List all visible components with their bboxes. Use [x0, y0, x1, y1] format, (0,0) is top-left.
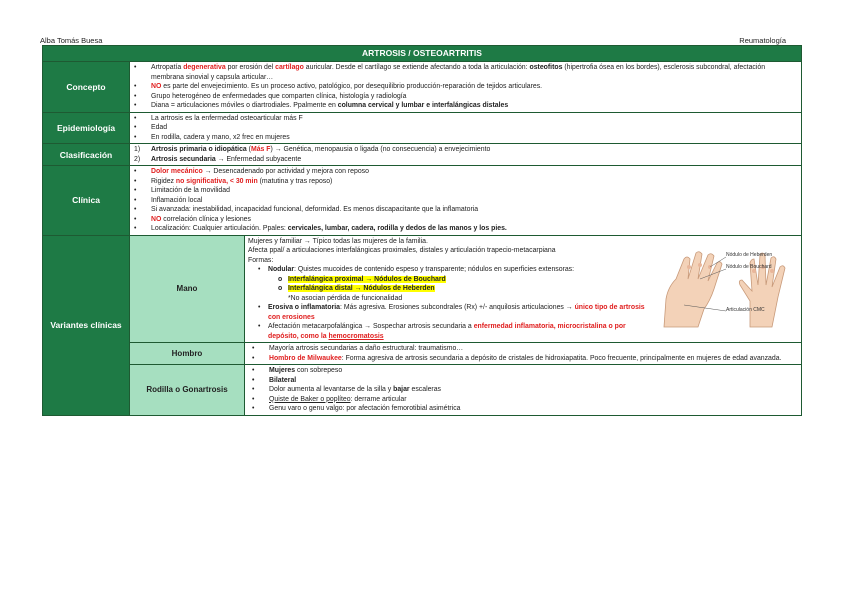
row-content-concepto [130, 62, 801, 112]
subrow-hombro [130, 343, 801, 365]
hand-icon [654, 249, 792, 329]
list-item: • Hombro de Milwaukee: Forma agresiva de artrosis secundaria a depósito de cristales de hidroxiapatita. Poco frecuente, principalmente en mujeres de edad avanzada. [248, 354, 798, 364]
mano-note: *No asocian pérdida de funcionalidad [288, 294, 403, 302]
label-heberden: Nódulo de Heberden [726, 251, 773, 258]
row-epidemiologia [43, 113, 801, 145]
list-item: • Dolor aumenta al levantarse de la silla y bajar escaleras [248, 385, 798, 395]
list-item: • Inflamación local [130, 196, 798, 206]
list-item: • Diana = articulaciones móviles o diartrodiales. Ppalmente en columna cervical y lumbar e interfalángicas distales [130, 101, 798, 111]
mano-line: Formas: [248, 256, 274, 264]
subrow-label-hombro: Hombro [130, 343, 245, 364]
row-clinica [43, 166, 801, 236]
row-label-epidemiologia: Epidemiología [43, 113, 130, 144]
list-item: • En rodilla, cadera y mano, x2 frec en mujeres [130, 133, 798, 143]
list-item: • NO es parte del envejecimiento. Es un proceso activo, patológico, por desequilibrio producción-reparación de tejidos articulares. [130, 82, 798, 92]
row-label-concepto: Concepto [43, 62, 130, 112]
row-clasificacion [43, 144, 801, 166]
list-item: • Rigidez no significativa, < 30 min (matutina y tras reposo) [130, 177, 798, 187]
list-item: • Genu varo o genu valgo: por afectación femorotibial asimétrica [248, 404, 798, 414]
subrow-rodilla [130, 365, 801, 415]
list-item: • Artropatía degenerativa por erosión del cartílago auricular. Desde el cartílago se extiende afectando a toda la articulación: osteofitos (hipertrofia ósea en los bordes), esclerosis subcondral, afectación membrana sinovial y capsula articular… [130, 63, 798, 82]
list-item: • Localización: Cualquier articulación. Ppales: cervicales, lumbar, cadera, rodilla y dedos de las manos y los pies. [130, 224, 798, 234]
subrow-content-mano [245, 236, 801, 343]
list-item: • Edad [130, 123, 798, 133]
mano-line: Mujeres y familiar → Típico todas las mujeres de la familia. [248, 237, 428, 245]
subrow-label-mano: Mano [130, 236, 245, 343]
row-variantes [43, 236, 801, 415]
row-label-variantes: Variantes clínicas [43, 236, 130, 415]
list-item: • Mayoría artrosis secundarias a daño estructural: traumatismo… [248, 344, 798, 354]
hand-illustration [648, 237, 798, 342]
author-name: Alba Tomás Buesa [40, 36, 103, 45]
list-item: • Mujeres con sobrepeso [248, 366, 798, 376]
list-item: • Si avanzada: inestabilidad, incapacidad funcional, deformidad. Es menos discapacitante que la inflamatoria [130, 205, 798, 215]
row-content-clasificacion [130, 144, 801, 165]
mano-erosiva: • Erosiva o inflamatoria: Más agresiva. Erosiones subcondrales (Rx) +/- anquilosis articulaciones → único tipo de artrosis con erosiones [248, 303, 648, 322]
row-concepto [43, 62, 801, 113]
mano-nodular: • Nodular: Quistes mucoides de contenido espeso y transparente; nódulos en superficies extensoras: [248, 265, 648, 275]
list-item: 2) Artrosis secundaria → Enfermedad subyacente [134, 155, 302, 163]
row-content-epidemiologia [130, 113, 801, 144]
row-label-clasificacion: Clasificación [43, 144, 130, 165]
list-item: • Dolor mecánico → Desencadenado por actividad y mejora con reposo [130, 167, 798, 177]
row-content-clinica [130, 166, 801, 235]
label-cmc: Articulación CMC [726, 306, 765, 313]
subject-name: Reumatología [739, 36, 786, 45]
mano-line: Afecta ppal/ a articulaciones interfalángicas proximales, distales y articulación trapecio-metacarpiana [248, 247, 556, 254]
list-item: 1) Artrosis primaria o idiopática (Más F) → Genética, menopausia o ligada (no consecuencia) a envejecimiento [134, 146, 491, 153]
list-item: • Grupo heterogéneo de enfermedades que comparten clínica, histología y radiología [130, 92, 798, 102]
mano-heberden: o Interfalángica distal → Nódulos de Heberden [248, 284, 648, 294]
list-item: • Quiste de Baker o poplíteo: derrame articular [248, 395, 798, 405]
subrow-mano [130, 236, 801, 344]
subrow-content-rodilla [245, 365, 801, 415]
table-title: ARTROSIS / OSTEOARTRITIS [43, 46, 801, 62]
label-bouchard: Nódulo de Bouchard [726, 263, 772, 270]
mano-bouchard: o Interfalángica proximal → Nódulos de Bouchard [248, 275, 648, 285]
subrow-label-rodilla: Rodilla o Gonartrosis [130, 365, 245, 415]
mano-metacarpo: • Afectación metacarpofalángica → Sospechar artrosis secundaria a enfermedad inflamatoria, microcristalina o por depósito, como la hemocromatosis [248, 322, 648, 341]
summary-table [42, 45, 802, 416]
list-item: • Limitación de la movilidad [130, 186, 798, 196]
list-item: • Bilateral [248, 376, 798, 386]
subrow-content-hombro [245, 343, 801, 364]
list-item: • NO correlación clínica y lesiones [130, 215, 798, 225]
list-item: • La artrosis es la enfermedad osteoarticular más F [130, 114, 798, 124]
row-label-clinica: Clínica [43, 166, 130, 235]
